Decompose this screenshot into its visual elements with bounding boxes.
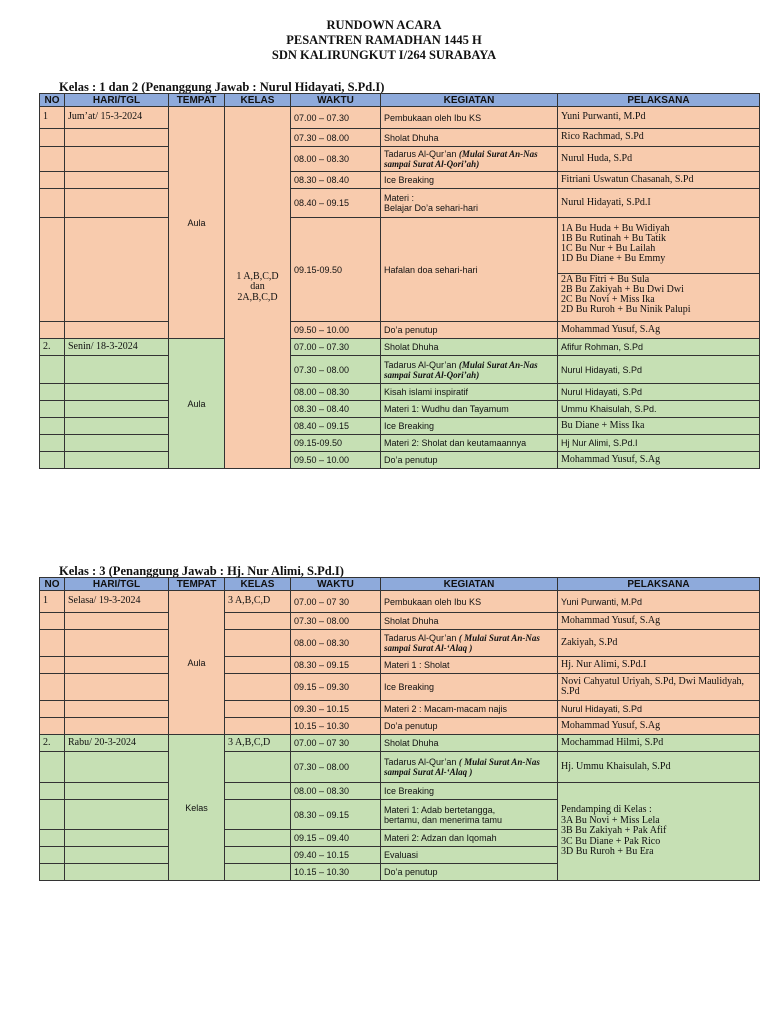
row-date: Jum’at/ 15-3-2024	[65, 107, 169, 129]
row-executor: Bu Diane + Miss Ika	[558, 418, 760, 435]
row-time: 09.15 – 09.30	[291, 674, 381, 701]
row-no	[40, 129, 65, 147]
activity-surah-range: (Mulai Surat An-Nas sampai Surat Al-Qori’ah)	[384, 149, 538, 169]
row-date	[65, 864, 169, 881]
row-executor: Hj Nur Alimi, S.Pd.I	[558, 435, 760, 452]
row-executor: Novi Cahyatul Uriyah, S.Pd, Dwi Maulidyah, S.Pd	[558, 674, 760, 701]
row-no	[40, 435, 65, 452]
row-activity: Ice Breaking	[381, 783, 558, 800]
table-header-row	[40, 94, 760, 107]
row-executor: Nurul Hidayati, S.Pd.I	[558, 189, 760, 218]
row-no	[40, 657, 65, 674]
row-activity	[381, 630, 558, 657]
row-time: 07.00 – 07.30	[291, 339, 381, 356]
executor-line: 2A Bu Fitri + Bu Sula	[561, 273, 650, 285]
executor-line: Pendamping di Kelas :	[561, 804, 652, 816]
row-kelas	[225, 783, 291, 800]
row-executor: Nurul Huda, S.Pd	[558, 147, 760, 172]
header-kegiatan: KEGIATAN	[381, 94, 558, 107]
table-row	[40, 752, 760, 783]
executor-line: 1B Bu Rutinah + Bu Tatik	[561, 232, 667, 244]
row-no	[40, 189, 65, 218]
table-row	[40, 147, 760, 172]
header-waktu: WAKTU	[291, 94, 381, 107]
row-time: 09.40 – 10.15	[291, 847, 381, 864]
row-date	[65, 630, 169, 657]
row-no	[40, 630, 65, 657]
activity-text: Tadarus Al-Qur’an	[384, 757, 459, 767]
header-no: NO	[40, 578, 65, 591]
row-time: 09.50 – 10.00	[291, 452, 381, 469]
row-time: 08.30 – 08.40	[291, 172, 381, 189]
row-no	[40, 783, 65, 800]
table-row	[40, 591, 760, 613]
executor-group-kelas-1	[558, 223, 759, 274]
row-time: 07.00 – 07.30	[291, 107, 381, 129]
row-time: 07.30 – 08.00	[291, 613, 381, 630]
row-no	[40, 847, 65, 864]
row-date	[65, 830, 169, 847]
table-row	[40, 783, 760, 800]
row-kelas	[225, 674, 291, 701]
row-activity: Materi 2: Adzan dan Iqomah	[381, 830, 558, 847]
header-hari-tgl: HARI/TGL	[65, 578, 169, 591]
row-time: 08.30 – 08.40	[291, 401, 381, 418]
row-activity	[381, 147, 558, 172]
row-date	[65, 752, 169, 783]
row-kelas	[225, 847, 291, 864]
executor-line: 3C Bu Diane + Pak Rico	[561, 835, 661, 847]
row-kelas	[225, 752, 291, 783]
row-activity	[381, 356, 558, 384]
row-activity: Sholat Dhuha	[381, 129, 558, 147]
row-date	[65, 718, 169, 735]
row-no: 1	[40, 107, 65, 129]
activity-text: Tadarus Al-Qur’an	[384, 149, 459, 159]
row-activity	[381, 752, 558, 783]
row-activity: Do’a penutup	[381, 452, 558, 469]
row-no	[40, 218, 65, 322]
row-no: 2.	[40, 735, 65, 752]
row-date	[65, 452, 169, 469]
row-kelas	[225, 657, 291, 674]
table-row	[40, 435, 760, 452]
header-kegiatan: KEGIATAN	[381, 578, 558, 591]
row-time: 07.00 – 07 30	[291, 735, 381, 752]
activity-line: Materi :	[384, 193, 415, 203]
row-no	[40, 718, 65, 735]
row-date	[65, 322, 169, 339]
table-row	[40, 630, 760, 657]
row-activity: Kisah islami inspiratif	[381, 384, 558, 401]
row-activity: Do’a penutup	[381, 718, 558, 735]
table-row	[40, 657, 760, 674]
executor-line: 1D Bu Diane + Bu Emmy	[561, 253, 666, 265]
row-executor	[558, 218, 760, 322]
row-activity	[381, 189, 558, 218]
row-date	[65, 356, 169, 384]
header-kelas: KELAS	[225, 94, 291, 107]
row-no	[40, 800, 65, 830]
row-date	[65, 218, 169, 322]
row-date	[65, 384, 169, 401]
row-time: 08.00 – 08.30	[291, 783, 381, 800]
row-no	[40, 418, 65, 435]
executor-line: 2B Bu Zakiyah + Bu Dwi Dwi	[561, 283, 684, 295]
row-no	[40, 452, 65, 469]
row-no	[40, 147, 65, 172]
row-no	[40, 701, 65, 718]
row-date	[65, 189, 169, 218]
table-row	[40, 384, 760, 401]
header-waktu: WAKTU	[291, 578, 381, 591]
row-activity: Do’a penutup	[381, 864, 558, 881]
row-time: 08.00 – 08.30	[291, 384, 381, 401]
row-time: 07.30 – 08.00	[291, 129, 381, 147]
schedule-table-kelas-3	[39, 577, 760, 881]
row-executor: Hj. Nur Alimi, S.Pd.I	[558, 657, 760, 674]
executor-line: 1C Bu Nur + Bu Lailah	[561, 243, 656, 254]
table-header-row	[40, 578, 760, 591]
table-row	[40, 418, 760, 435]
row-no	[40, 401, 65, 418]
section1-heading: Kelas : 1 dan 2 (Penanggung Jawab : Nurul Hidayati, S.Pd.I)	[59, 80, 385, 94]
row-time: 07.30 – 08.00	[291, 752, 381, 783]
row-date: Selasa/ 19-3-2024	[65, 591, 169, 613]
row-activity: Sholat Dhuha	[381, 735, 558, 752]
row-activity: Pembukaan oleh Ibu KS	[381, 107, 558, 129]
row-date	[65, 783, 169, 800]
header-pelaksana: PELAKSANA	[558, 94, 760, 107]
row-place: Aula	[169, 107, 225, 339]
row-time: 08.30 – 09.15	[291, 657, 381, 674]
table-row	[40, 322, 760, 339]
row-time: 10.15 – 10.30	[291, 718, 381, 735]
row-time: 10.15 – 10.30	[291, 864, 381, 881]
row-no	[40, 613, 65, 630]
title-line-3: SDN KALIRUNGKUT I/264 SURABAYA	[271, 48, 497, 62]
row-executor: Mochammad Hilmi, S.Pd	[558, 735, 760, 752]
activity-surah-range: (Mulai Surat An-Nas sampai Surat Al-Qori’ah)	[384, 359, 538, 380]
row-activity: Ice Breaking	[381, 418, 558, 435]
row-executor: Nurul Hidayati, S.Pd	[558, 384, 760, 401]
row-kelas	[225, 800, 291, 830]
row-date	[65, 147, 169, 172]
row-date	[65, 674, 169, 701]
kelas-line: 1 A,B,C,D	[236, 270, 279, 282]
row-activity: Ice Breaking	[381, 674, 558, 701]
table-row	[40, 674, 760, 701]
row-executor: Ummu Khaisulah, S.Pd.	[558, 401, 760, 418]
row-place: Kelas	[169, 735, 225, 881]
row-activity: Pembukaan oleh Ibu KS	[381, 591, 558, 613]
executor-line: 3B Bu Zakiyah + Pak Afif	[561, 825, 667, 837]
row-time: 09.15 – 09.40	[291, 830, 381, 847]
row-executor: Rico Rachmad, S.Pd	[558, 129, 760, 147]
row-time: 08.40 – 09.15	[291, 189, 381, 218]
row-date	[65, 172, 169, 189]
row-activity: Materi 1 : Sholat	[381, 657, 558, 674]
table-row	[40, 339, 760, 356]
schedule-table-kelas-1-2	[39, 93, 760, 469]
activity-line: Materi 1: Adab bertetangga,	[384, 804, 496, 815]
row-kelas	[225, 630, 291, 657]
row-time: 08.00 – 08.30	[291, 630, 381, 657]
row-no	[40, 674, 65, 701]
row-date	[65, 701, 169, 718]
table-row	[40, 718, 760, 735]
row-activity: Materi 1: Wudhu dan Tayamum	[381, 401, 558, 418]
row-activity: Sholat Dhuha	[381, 339, 558, 356]
row-activity	[381, 800, 558, 830]
row-kelas	[225, 701, 291, 718]
row-executor: Fitriani Uswatun Chasanah, S.Pd	[558, 172, 760, 189]
row-executor: Yuni Purwanti, M.Pd	[558, 591, 760, 613]
row-kelas	[225, 830, 291, 847]
header-kelas: KELAS	[225, 578, 291, 591]
row-date	[65, 847, 169, 864]
activity-line: bertamu, dan menerima tamu	[384, 814, 503, 825]
executor-line: 2D Bu Ruroh + Bu Ninik Palupi	[561, 304, 691, 316]
row-executor: Afifur Rohman, S.Pd	[558, 339, 760, 356]
row-time: 09.50 – 10.00	[291, 322, 381, 339]
row-time: 07.00 – 07 30	[291, 591, 381, 613]
title-line-2: PESANTREN RAMADHAN 1445 H	[286, 33, 482, 47]
row-date: Senin/ 18-3-2024	[65, 339, 169, 356]
executor-line: 1A Bu Huda + Bu Widiyah	[561, 222, 670, 234]
table-row	[40, 218, 760, 322]
row-kelas: 3 A,B,C,D	[225, 591, 291, 613]
title-line-1: RUNDOWN ACARA	[326, 18, 442, 32]
row-date	[65, 800, 169, 830]
row-kelas	[225, 864, 291, 881]
row-date	[65, 657, 169, 674]
table-row	[40, 107, 760, 129]
row-executor: Zakiyah, S.Pd	[558, 630, 760, 657]
row-no	[40, 322, 65, 339]
row-executor-merged	[558, 783, 760, 881]
table-row	[40, 356, 760, 384]
activity-text: Tadarus Al-Qur’an	[384, 359, 459, 370]
row-executor: Nurul Hidayati, S.Pd	[558, 701, 760, 718]
row-activity: Ice Breaking	[381, 172, 558, 189]
executor-group-kelas-2	[558, 274, 759, 317]
row-executor: Mohammad Yusuf, S.Ag	[558, 452, 760, 469]
header-hari-tgl: HARI/TGL	[65, 94, 169, 107]
row-time: 08.30 – 09.15	[291, 800, 381, 830]
row-no	[40, 172, 65, 189]
table-row	[40, 189, 760, 218]
document-title	[0, 18, 768, 63]
row-activity: Materi 2: Sholat dan keutamaannya	[381, 435, 558, 452]
header-no: NO	[40, 94, 65, 107]
row-kelas: 3 A,B,C,D	[225, 735, 291, 752]
row-time: 09.15-09.50	[291, 435, 381, 452]
row-no	[40, 752, 65, 783]
row-no	[40, 384, 65, 401]
activity-surah-range: ( Mulai Surat An-Nas sampai Surat Al-‘Alaq )	[384, 633, 540, 653]
table-row	[40, 452, 760, 469]
executor-line: 3A Bu Novi + Miss Lela	[561, 814, 660, 826]
row-executor: Mohammad Yusuf, S.Ag	[558, 322, 760, 339]
row-no: 1	[40, 591, 65, 613]
row-executor: Nurul Hidayati, S.Pd	[558, 356, 760, 384]
activity-surah-range: ( Mulai Surat An-Nas sampai Surat Al-‘Alaq )	[384, 757, 540, 777]
table-row	[40, 172, 760, 189]
activity-line: Belajar Do’a sehari-hari	[384, 203, 479, 213]
row-place: Aula	[169, 339, 225, 469]
header-tempat: TEMPAT	[169, 578, 225, 591]
row-place: Aula	[169, 591, 225, 735]
row-time: 08.40 – 09.15	[291, 418, 381, 435]
row-date	[65, 129, 169, 147]
row-no: 2.	[40, 339, 65, 356]
table-row	[40, 613, 760, 630]
row-kelas	[225, 613, 291, 630]
executor-line: 3D Bu Ruroh + Bu Era	[561, 846, 654, 858]
row-date	[65, 435, 169, 452]
activity-text: Tadarus Al-Qur’an	[384, 633, 459, 643]
row-no	[40, 830, 65, 847]
row-kelas	[225, 107, 291, 469]
row-activity: Sholat Dhuha	[381, 613, 558, 630]
row-date: Rabu/ 20-3-2024	[65, 735, 169, 752]
table-row	[40, 701, 760, 718]
header-tempat: TEMPAT	[169, 94, 225, 107]
row-kelas	[225, 718, 291, 735]
row-time: 07.30 – 08.00	[291, 356, 381, 384]
row-executor: Yuni Purwanti, M.Pd	[558, 107, 760, 129]
row-executor: Mohammad Yusuf, S.Ag	[558, 718, 760, 735]
table-row	[40, 735, 760, 752]
row-time: 08.00 – 08.30	[291, 147, 381, 172]
row-activity: Evaluasi	[381, 847, 558, 864]
kelas-line: 2A,B,C,D	[237, 291, 278, 303]
row-activity: Hafalan doa sehari-hari	[381, 218, 558, 322]
row-date	[65, 401, 169, 418]
row-activity: Materi 2 : Macam-macam najis	[381, 701, 558, 718]
row-executor: Hj. Ummu Khaisulah, S.Pd	[558, 752, 760, 783]
kelas-line: dan	[250, 281, 265, 293]
row-no	[40, 356, 65, 384]
table-row	[40, 401, 760, 418]
row-time: 09.15-09.50	[291, 218, 381, 322]
row-no	[40, 864, 65, 881]
row-activity: Do’a penutup	[381, 322, 558, 339]
row-date	[65, 418, 169, 435]
executor-line: 2C Bu Novi + Miss Ika	[561, 294, 655, 305]
table-row	[40, 129, 760, 147]
row-executor: Mohammad Yusuf, S.Ag	[558, 613, 760, 630]
section2-heading: Kelas : 3 (Penanggung Jawab : Hj. Nur Alimi, S.Pd.I)	[59, 564, 344, 578]
row-date	[65, 613, 169, 630]
row-time: 09.30 – 10.15	[291, 701, 381, 718]
header-pelaksana: PELAKSANA	[558, 578, 760, 591]
